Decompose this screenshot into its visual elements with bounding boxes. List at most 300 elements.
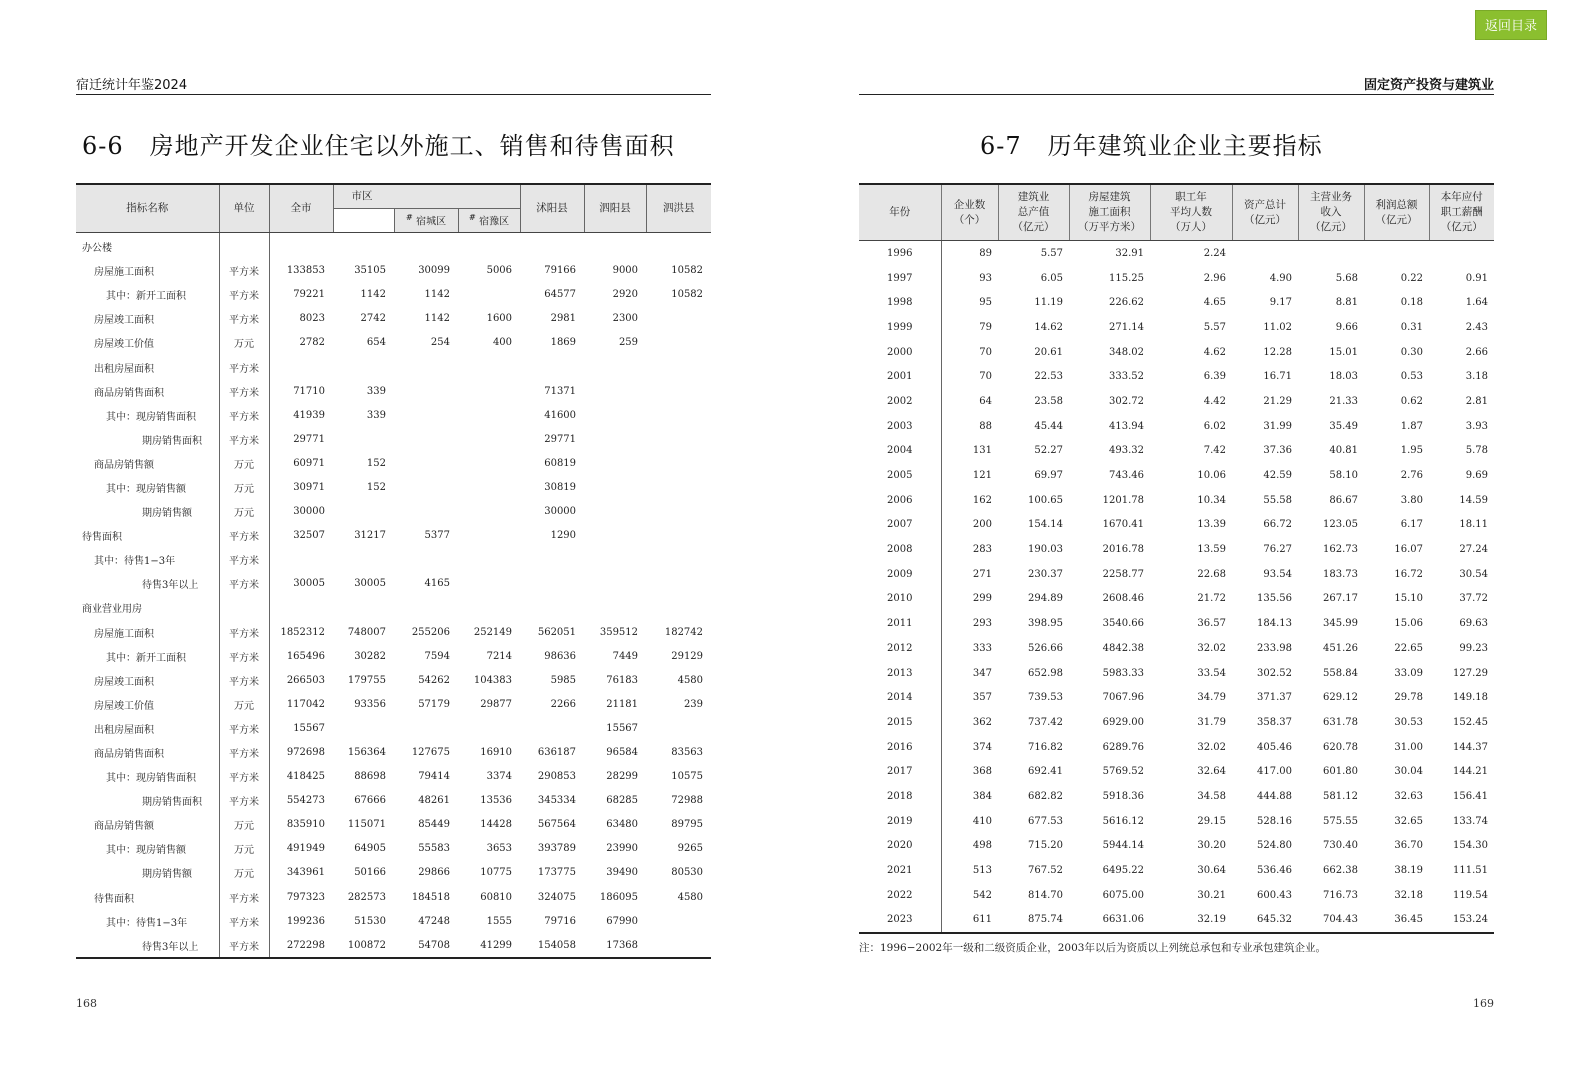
table-row xyxy=(76,596,711,620)
cell-value: 704.43 xyxy=(1323,914,1358,926)
cell-value: 93 xyxy=(979,272,992,284)
cell-value xyxy=(584,451,646,475)
table-row xyxy=(76,403,711,427)
table-row xyxy=(859,340,1494,365)
table-row xyxy=(76,885,711,909)
cell-value xyxy=(269,596,333,620)
cell-value xyxy=(394,427,458,451)
cell-value: 32.18 xyxy=(1394,889,1423,901)
table-row xyxy=(859,364,1494,389)
table-row xyxy=(859,858,1494,883)
cell-value: 10.06 xyxy=(1197,470,1226,482)
cell-value: 80530 xyxy=(671,867,704,879)
cell-value: 3.18 xyxy=(1465,371,1488,383)
cell-value: 200 xyxy=(972,519,992,531)
table-row xyxy=(76,331,711,355)
header-line: 收入 xyxy=(1320,206,1342,218)
cell-value: 294.89 xyxy=(1028,593,1063,605)
row-label: 其中：新开工面积 xyxy=(76,644,219,668)
year-cell: 2014 xyxy=(859,685,941,710)
cell-value: 50166 xyxy=(354,867,386,879)
table-row xyxy=(859,241,1494,266)
header-suyu: # 宿豫区 xyxy=(458,208,520,232)
row-unit: 平方米 xyxy=(219,933,269,958)
cell-value: 282573 xyxy=(347,891,386,903)
cell-value: 2608.46 xyxy=(1102,593,1144,605)
cell-value: 32.65 xyxy=(1394,815,1423,827)
cell-value: 4842.38 xyxy=(1102,642,1144,654)
row-label: 商品房销售额 xyxy=(76,451,219,475)
cell-value: 8.81 xyxy=(1335,297,1358,309)
cell-value: 41600 xyxy=(544,409,577,421)
row-label: 其中：新开工面积 xyxy=(76,283,219,307)
cell-value: 29877 xyxy=(480,698,513,710)
cell-value xyxy=(584,355,646,379)
cell-value: 2742 xyxy=(360,313,386,325)
table-row xyxy=(859,809,1494,834)
cell-value xyxy=(458,283,520,307)
cell-value: 233.98 xyxy=(1257,642,1292,654)
row-label: 期房销售额 xyxy=(76,861,219,885)
cell-value: 76183 xyxy=(606,674,639,686)
table-row xyxy=(859,290,1494,315)
cell-value: 85449 xyxy=(418,819,450,831)
cell-value: 42.59 xyxy=(1263,470,1292,482)
table-row xyxy=(76,909,711,933)
row-unit: 平方米 xyxy=(219,620,269,644)
cell-value xyxy=(394,500,458,524)
table-row xyxy=(76,716,711,740)
cell-value: 645.32 xyxy=(1257,914,1292,926)
cell-value xyxy=(646,475,711,499)
cell-value: 29771 xyxy=(544,433,577,445)
cell-value: 558.84 xyxy=(1323,667,1358,679)
table-row xyxy=(859,488,1494,513)
cell-value: 267.17 xyxy=(1323,593,1358,605)
cell-value: 30971 xyxy=(293,481,325,493)
cell-value: 1852312 xyxy=(280,626,325,638)
cell-value: 36.70 xyxy=(1394,840,1423,852)
row-label: 期房销售面积 xyxy=(76,789,219,813)
cell-value: 152.45 xyxy=(1453,716,1488,728)
cell-value xyxy=(458,355,520,379)
cell-value xyxy=(584,403,646,427)
cell-value: 384 xyxy=(972,790,992,802)
cell-value: 14428 xyxy=(480,819,513,831)
table-row xyxy=(859,587,1494,612)
cell-value: 0.18 xyxy=(1400,297,1423,309)
cell-value: 259 xyxy=(618,337,639,349)
table-row xyxy=(76,837,711,861)
cell-value: 2258.77 xyxy=(1102,568,1144,580)
cell-value: 2.96 xyxy=(1203,272,1226,284)
cell-value: 2016.78 xyxy=(1102,544,1144,556)
cell-value xyxy=(646,232,711,259)
cell-value: 111.51 xyxy=(1453,865,1488,877)
cell-value: 18.11 xyxy=(1459,519,1488,531)
year-cell: 2016 xyxy=(859,735,941,760)
cell-value: 5.57 xyxy=(1203,321,1226,333)
back-to-contents-button[interactable]: 返回目录 xyxy=(1475,10,1547,40)
cell-value: 575.55 xyxy=(1323,815,1358,827)
cell-value: 16.72 xyxy=(1394,568,1423,580)
cell-value: 21.29 xyxy=(1263,395,1292,407)
cell-value: 115071 xyxy=(347,819,386,831)
cell-value: 52.27 xyxy=(1034,445,1063,457)
cell-value: 20.61 xyxy=(1034,346,1063,358)
table-row xyxy=(76,668,711,692)
row-unit: 平方米 xyxy=(219,668,269,692)
year-cell: 2021 xyxy=(859,858,941,883)
cell-value: 4.90 xyxy=(1269,272,1292,284)
row-unit: 平方米 xyxy=(219,283,269,307)
cell-value: 184518 xyxy=(411,891,450,903)
cell-value: 299 xyxy=(972,593,992,605)
cell-value xyxy=(646,379,711,403)
cell-value xyxy=(458,548,520,572)
table-row xyxy=(859,661,1494,686)
cell-value xyxy=(394,355,458,379)
row-label: 商业营业用房 xyxy=(76,596,219,620)
table-row xyxy=(76,259,711,283)
row-label: 房屋竣工价值 xyxy=(76,692,219,716)
cell-value: 154.14 xyxy=(1028,519,1063,531)
year-cell: 2005 xyxy=(859,463,941,488)
year-cell: 2015 xyxy=(859,710,941,735)
cell-value: 15.10 xyxy=(1394,593,1423,605)
cell-value: 5.78 xyxy=(1465,445,1488,457)
column-header xyxy=(1429,184,1494,241)
cell-value: 156364 xyxy=(347,747,386,759)
row-label: 待售3年以上 xyxy=(76,572,219,596)
cell-value: 13.39 xyxy=(1197,519,1226,531)
cell-value: 9.69 xyxy=(1465,470,1488,482)
header-line: 房屋建筑 xyxy=(1088,191,1131,203)
cell-value: 37.36 xyxy=(1263,445,1292,457)
row-label: 其中：待售1−3年 xyxy=(76,548,219,572)
row-label: 其中：现房销售额 xyxy=(76,837,219,861)
cell-value: 79716 xyxy=(544,915,577,927)
cell-value: 7214 xyxy=(486,650,513,662)
cell-value xyxy=(394,475,458,499)
cell-value: 1.87 xyxy=(1400,420,1423,432)
cell-value: 682.82 xyxy=(1028,790,1063,802)
cell-value: 6.02 xyxy=(1203,420,1226,432)
cell-value: 10575 xyxy=(671,771,704,783)
cell-value: 368 xyxy=(972,766,992,778)
cell-value xyxy=(458,596,520,620)
cell-value: 162.73 xyxy=(1323,544,1358,556)
cell-value xyxy=(646,331,711,355)
cell-value xyxy=(394,596,458,620)
table-row xyxy=(859,439,1494,464)
cell-value xyxy=(458,572,520,596)
cell-value: 152 xyxy=(366,481,386,493)
cell-value: 302.52 xyxy=(1257,667,1292,679)
cell-value: 57179 xyxy=(418,698,450,710)
cell-value xyxy=(584,427,646,451)
table-row xyxy=(859,315,1494,340)
cell-value: 272298 xyxy=(286,939,325,951)
cell-value: 239 xyxy=(683,698,704,710)
cell-value: 4580 xyxy=(677,891,704,903)
table-row xyxy=(76,692,711,716)
cell-value: 6929.00 xyxy=(1102,716,1144,728)
row-label: 待售面积 xyxy=(76,885,219,909)
cell-value: 6.17 xyxy=(1400,519,1423,531)
cell-value xyxy=(1298,241,1364,266)
cell-value: 31217 xyxy=(354,530,386,542)
cell-value xyxy=(394,232,458,259)
cell-value: 2920 xyxy=(612,289,639,301)
cell-value: 2300 xyxy=(612,313,639,325)
cell-value: 716.82 xyxy=(1028,741,1063,753)
header-line: （万平方米） xyxy=(1078,221,1141,233)
cell-value: 64905 xyxy=(354,843,386,855)
cell-value: 266503 xyxy=(286,674,325,686)
header-line: 年份 xyxy=(889,206,911,218)
year-cell: 2012 xyxy=(859,636,941,661)
cell-value: 562051 xyxy=(537,626,577,638)
cell-value: 972698 xyxy=(286,747,325,759)
cell-value: 1142 xyxy=(424,289,450,301)
table-6-7 xyxy=(859,183,1494,934)
table-row xyxy=(76,789,711,813)
row-unit: 平方米 xyxy=(219,885,269,909)
cell-value: 67666 xyxy=(354,795,386,807)
cell-value: 226.62 xyxy=(1109,297,1144,309)
cell-value: 5.68 xyxy=(1335,272,1358,284)
row-label: 商品房销售面积 xyxy=(76,740,219,764)
cell-value: 29771 xyxy=(293,433,325,445)
row-unit: 平方米 xyxy=(219,307,269,331)
row-unit: 平方米 xyxy=(219,427,269,451)
cell-value: 186095 xyxy=(599,891,639,903)
cell-value xyxy=(646,548,711,572)
cell-value: 79166 xyxy=(544,265,577,277)
year-cell: 2006 xyxy=(859,488,941,513)
cell-value: 93.54 xyxy=(1263,568,1292,580)
header-line: 施工面积 xyxy=(1088,206,1131,218)
cell-value: 95 xyxy=(979,297,992,309)
cell-value: 121 xyxy=(972,470,992,482)
cell-value: 9000 xyxy=(612,265,639,277)
cell-value: 15.01 xyxy=(1329,346,1358,358)
cell-value: 730.40 xyxy=(1323,840,1358,852)
row-label: 期房销售面积 xyxy=(76,427,219,451)
cell-value: 1290 xyxy=(550,530,577,542)
header-line: 资产总计 xyxy=(1244,198,1286,211)
table-row xyxy=(76,283,711,307)
cell-value: 405.46 xyxy=(1257,741,1292,753)
cell-value: 6.05 xyxy=(1040,272,1063,284)
cell-value: 70 xyxy=(979,346,992,358)
row-label: 待售面积 xyxy=(76,524,219,548)
cell-value: 11.19 xyxy=(1034,297,1063,309)
cell-value: 17368 xyxy=(606,939,639,951)
cell-value: 451.26 xyxy=(1323,642,1358,654)
cell-value: 199236 xyxy=(286,915,325,927)
cell-value: 600.43 xyxy=(1257,889,1292,901)
cell-value xyxy=(584,572,646,596)
table-title-text: 房地产开发企业住宅以外施工、销售和待售面积 xyxy=(149,132,675,160)
year-cell: 1997 xyxy=(859,266,941,291)
cell-value: 30.53 xyxy=(1394,716,1423,728)
header-line: 企业数 xyxy=(953,198,986,211)
cell-value: 30000 xyxy=(293,506,325,518)
cell-value: 0.62 xyxy=(1400,395,1423,407)
header-line: 职工薪酬 xyxy=(1440,206,1483,218)
cell-value: 5944.14 xyxy=(1102,840,1144,852)
cell-value: 21.72 xyxy=(1197,593,1226,605)
cell-value: 692.41 xyxy=(1028,766,1063,778)
cell-value: 14.59 xyxy=(1459,494,1488,506)
column-header xyxy=(1298,184,1364,241)
cell-value: 0.91 xyxy=(1465,272,1488,284)
cell-value: 32507 xyxy=(293,530,325,542)
header-sihong: 泗洪县 xyxy=(646,184,711,232)
cell-value xyxy=(394,548,458,572)
cell-value: 5616.12 xyxy=(1102,815,1144,827)
header-line: 平均人数 xyxy=(1170,206,1212,218)
cell-value: 34.58 xyxy=(1197,790,1226,802)
cell-value: 8023 xyxy=(299,313,325,325)
column-header xyxy=(1232,184,1298,241)
cell-value: 743.46 xyxy=(1109,470,1144,482)
row-label: 出租房屋面积 xyxy=(76,716,219,740)
cell-value: 3540.66 xyxy=(1102,618,1144,630)
cell-value: 54262 xyxy=(418,674,450,686)
year-cell: 1996 xyxy=(859,241,941,266)
cell-value: 83563 xyxy=(671,747,704,759)
table-title-6-7 xyxy=(980,126,1323,161)
cell-value: 10582 xyxy=(671,265,704,277)
table-row xyxy=(859,266,1494,291)
column-header xyxy=(1150,184,1232,241)
table-row xyxy=(76,232,711,259)
cell-value xyxy=(646,403,711,427)
cell-value: 30005 xyxy=(354,578,386,590)
header-indicator: 指标名称 xyxy=(76,184,219,232)
cell-value: 32.64 xyxy=(1197,766,1226,778)
table-row xyxy=(859,908,1494,934)
cell-value: 79414 xyxy=(418,771,450,783)
cell-value: 283 xyxy=(972,544,992,556)
cell-value: 154.30 xyxy=(1453,840,1488,852)
cell-value: 797323 xyxy=(286,891,325,903)
cell-value: 15567 xyxy=(293,722,325,734)
table-row xyxy=(76,307,711,331)
cell-value: 131 xyxy=(972,445,992,457)
cell-value: 567564 xyxy=(537,819,577,831)
cell-value: 10582 xyxy=(671,289,704,301)
cell-value xyxy=(646,307,711,331)
header-line: 利润总额 xyxy=(1375,198,1418,211)
cell-value: 55.58 xyxy=(1263,494,1292,506)
table-row xyxy=(76,620,711,644)
cell-value: 3.80 xyxy=(1400,494,1423,506)
cell-value: 254 xyxy=(430,337,450,349)
column-header xyxy=(859,184,941,241)
cell-value: 1600 xyxy=(486,313,513,325)
table-row xyxy=(76,427,711,451)
row-unit: 平方米 xyxy=(219,909,269,933)
cell-value: 32.91 xyxy=(1115,247,1144,259)
cell-value: 814.70 xyxy=(1028,889,1063,901)
cell-value: 2266 xyxy=(550,698,577,710)
cell-value: 0.30 xyxy=(1400,346,1423,358)
cell-value: 358.37 xyxy=(1257,716,1292,728)
cell-value: 88 xyxy=(979,420,992,432)
cell-value: 22.65 xyxy=(1394,642,1423,654)
cell-value: 22.68 xyxy=(1197,568,1226,580)
cell-value: 362 xyxy=(972,716,992,728)
row-label: 房屋竣工面积 xyxy=(76,668,219,692)
cell-value: 133.74 xyxy=(1453,815,1488,827)
cell-value: 100.65 xyxy=(1028,494,1063,506)
row-label: 房屋竣工面积 xyxy=(76,307,219,331)
cell-value: 96584 xyxy=(606,747,639,759)
cell-value xyxy=(646,716,711,740)
cell-value: 30099 xyxy=(418,265,450,277)
cell-value: 333 xyxy=(972,642,992,654)
cell-value: 1201.78 xyxy=(1102,494,1144,506)
header-urban: 市区 xyxy=(333,184,520,208)
cell-value: 29.78 xyxy=(1394,692,1423,704)
cell-value: 69.63 xyxy=(1459,618,1488,630)
cell-value: 30.20 xyxy=(1197,840,1226,852)
cell-value: 400 xyxy=(492,337,513,349)
cell-value: 47248 xyxy=(418,915,450,927)
cell-value: 100872 xyxy=(347,939,386,951)
cell-value xyxy=(584,524,646,548)
header-rule xyxy=(859,94,1494,95)
left-page xyxy=(0,0,793,1077)
cell-value: 716.73 xyxy=(1323,889,1358,901)
table-row xyxy=(859,611,1494,636)
row-unit xyxy=(219,596,269,620)
cell-value: 182742 xyxy=(664,626,704,638)
cell-value xyxy=(269,548,333,572)
cell-value: 60971 xyxy=(293,457,325,469)
cell-value: 410 xyxy=(972,815,992,827)
cell-value: 98636 xyxy=(544,650,577,662)
cell-value: 2.81 xyxy=(1465,395,1488,407)
cell-value: 413.94 xyxy=(1109,420,1144,432)
row-unit: 平方米 xyxy=(219,379,269,403)
cell-value xyxy=(333,500,394,524)
cell-value: 71710 xyxy=(293,385,325,397)
cell-value: 677.53 xyxy=(1028,815,1063,827)
cell-value xyxy=(333,355,394,379)
header-line: （亿元） xyxy=(1375,213,1418,226)
header-rule xyxy=(76,94,711,95)
cell-value xyxy=(520,355,584,379)
cell-value: 144.21 xyxy=(1453,766,1488,778)
cell-value: 1142 xyxy=(424,313,450,325)
cell-value xyxy=(646,909,711,933)
right-page xyxy=(793,0,1587,1077)
year-cell: 2013 xyxy=(859,661,941,686)
cell-value: 22.53 xyxy=(1034,371,1063,383)
cell-value: 119.54 xyxy=(1453,889,1488,901)
row-unit: 平方米 xyxy=(219,403,269,427)
row-unit: 平方米 xyxy=(219,789,269,813)
year-cell: 1998 xyxy=(859,290,941,315)
cell-value xyxy=(646,572,711,596)
cell-value: 374 xyxy=(972,741,992,753)
cell-value: 739.53 xyxy=(1028,692,1063,704)
